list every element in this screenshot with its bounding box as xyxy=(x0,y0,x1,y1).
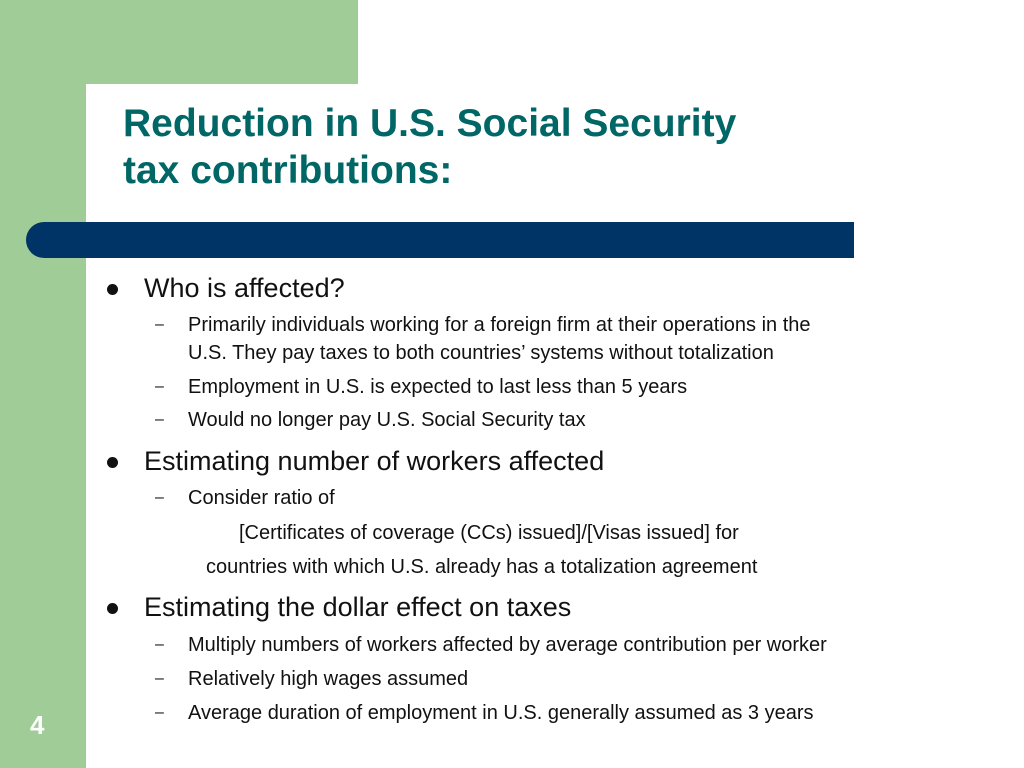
title-line-2: tax contributions: xyxy=(123,149,453,192)
dash-icon: – xyxy=(155,489,164,506)
bullet-icon xyxy=(107,603,118,614)
dash-icon: – xyxy=(155,411,164,428)
slide-number: 4 xyxy=(30,710,45,740)
formula-line-1: [Certificates of coverage (CCs) issued]/[Visas issued] for xyxy=(239,522,739,544)
dash-icon: – xyxy=(155,636,164,653)
dash-icon: – xyxy=(155,378,164,395)
sub-item-primarily-line-1: Primarily individuals working for a foreign firm at their operations in the xyxy=(188,314,811,336)
sub-item-no-longer-pay: Would no longer pay U.S. Social Security tax xyxy=(188,409,586,431)
sub-item-primarily-line-2: U.S. They pay taxes to both countries’ systems without totalization xyxy=(188,342,774,364)
title-line-1: Reduction in U.S. Social Security xyxy=(123,102,737,145)
dash-icon: – xyxy=(155,670,164,687)
sub-item-multiply: Multiply numbers of workers affected by average contribution per worker xyxy=(188,634,827,656)
bullet-who-affected: Who is affected? xyxy=(144,273,345,303)
dash-icon: – xyxy=(155,704,164,721)
bullet-estimating-dollar: Estimating the dollar effect on taxes xyxy=(144,592,572,622)
formula-line-2: countries with which U.S. already has a totalization agreement xyxy=(206,556,758,578)
dash-icon: – xyxy=(155,316,164,333)
bullet-icon xyxy=(107,284,118,295)
sub-item-high-wages: Relatively high wages assumed xyxy=(188,668,469,690)
sub-item-consider-ratio: Consider ratio of xyxy=(188,487,335,509)
bullet-estimating-workers: Estimating number of workers affected xyxy=(144,446,605,476)
bullet-icon xyxy=(107,457,118,468)
sub-item-employment: Employment in U.S. is expected to last less than 5 years xyxy=(188,376,688,398)
sub-item-average-duration: Average duration of employment in U.S. generally assumed as 3 years xyxy=(188,702,814,724)
